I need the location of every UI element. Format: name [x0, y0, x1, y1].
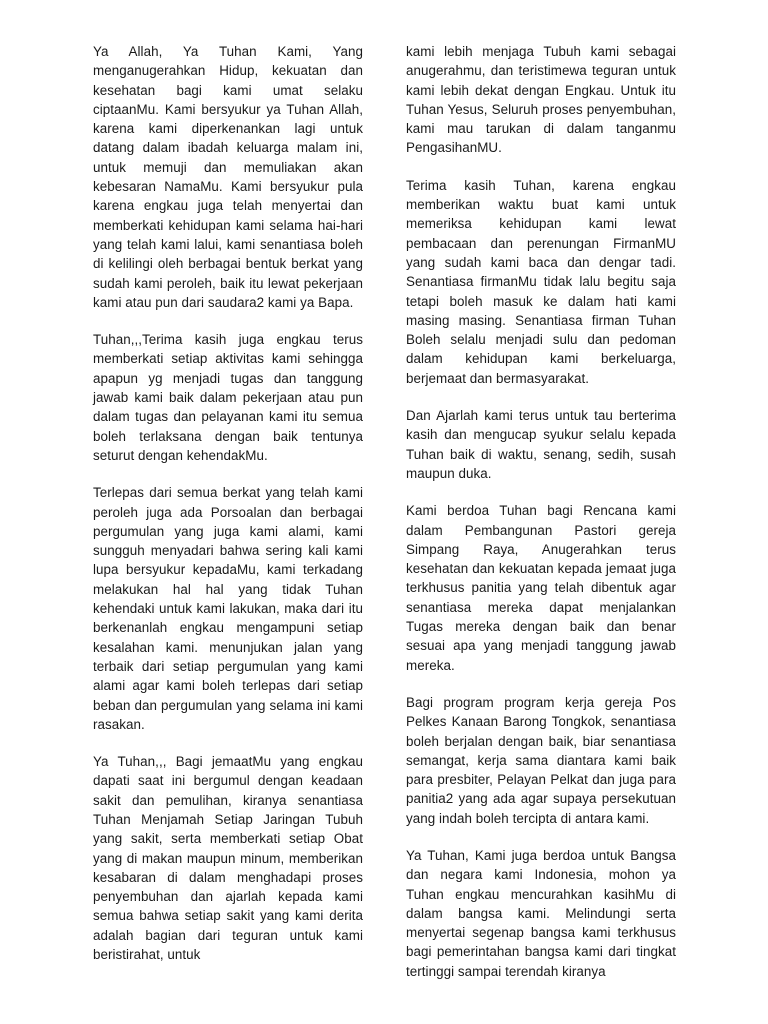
paragraph: Ya Tuhan,,, Bagi jemaatMu yang engkau dapati saat ini bergumul dengan keadaan sakit dan pemulihan, kiranya senantiasa Tuhan Menjamah Setiap Jaringan Tubuh yang sakit, serta memberkati setiap Obat yang di makan maupun minum, memberikan kesabaran di dalam menghadapi proses penyembuhan dan ajarlah kepada kami semua bahwa setiap sakit yang kami derita adalah bagian dari teguran untuk kami beristirahat, untuk	[93, 754, 363, 963]
paragraph: Ya Tuhan, Kami juga berdoa untuk Bangsa dan negara kami Indonesia, mohon ya Tuhan engkau mencurahkan kasihMu di dalam bangsa kami. Melindungi serta menyertai segenap bangsa kami terkhusus bagi pemerintahan bangsa kami dari tingkat tertinggi sampai terendah kiranya	[406, 847, 676, 979]
left-column	[93, 42, 363, 982]
paragraph: Tuhan,,,Terima kasih juga engkau terus memberkati setiap aktivitas kami sehingga apapun yg menjadi tugas dan tanggung jawab kami baik dalam pekerjaan atau pun dalam tugas dan pelayanan kami itu semua boleh terlaksana dengan baik tentunya seturut dengan kehendakMu.	[93, 332, 363, 463]
paragraph: Kami berdoa Tuhan bagi Rencana kami dalam Pembangunan Pastori gereja Simpang Raya, Anugerahkan terus kesehatan dan kekuatan kepada jemaat juga terkhusus panitia yang telah dibentuk agar senantiasa mereka dapat menjalankan Tugas mereka dengan baik dan benar sesuai apa yang menjadi tanggung jawab mereka.	[406, 503, 676, 673]
paragraph: Dan Ajarlah kami terus untuk tau berterima kasih dan mengucap syukur selalu kepada Tuhan baik di waktu, senang, sedih, susah maupun duka.	[406, 408, 676, 481]
paragraph: Terlepas dari semua berkat yang telah kami peroleh juga ada Porsoalan dan berbagai pergumulan yang juga kami alami, kami sungguh menyadari bahwa sering kali kami lupa bersyukur kepadaMu, kami terkadang melakukan hal hal yang tidak Tuhan kehendaki untuk kami lakukan, maka dari itu berkenanlah engkau mengampuni setiap kesalahan kami. menunjukan jalan yang terbaik dari setiap pergumulan yang kami alami agar kami boleh terlepas dari setiap beban dan pergumulan yang selama ini kami rasakan.	[93, 485, 363, 732]
paragraph: Terima kasih Tuhan, karena engkau memberikan waktu buat kami untuk memeriksa kehidupan kami lewat pembacaan dan perenungan FirmanMU yang sudah kami baca dan dengar tadi. Senantiasa firmanMu tidak lalu begitu saja tetapi boleh masuk ke dalam hati kami masing masing. Senantiasa firman Tuhan Boleh selalu menjadi sulu dan pedoman dalam kehidupan kami berkeluarga, berjemaat dan bermasyarakat.	[406, 177, 676, 386]
right-column	[406, 42, 676, 999]
paragraph: Ya Allah, Ya Tuhan Kami, Yang menganugerahkan Hidup, kekuatan dan kesehatan bagi kami umat selaku ciptaanMu. Kami bersyukur ya Tuhan Allah, karena kami diperkenankan lagi untuk datang dalam ibadah keluarga malam ini, untuk memuji dan memuliakan akan kebesaran NamaMu. Kami bersyukur pula karena engkau juga telah menyertai dan memberkati kehidupan kami selama hai-hari yang telah kami lalui, kami senantiasa boleh di kelilingi oleh berbagai bentuk berkat yang sudah kami peroleh, baik itu lewat pekerjaan kami atau pun dari saudara2 kami ya Bapa.	[93, 44, 363, 310]
paragraph: kami lebih menjaga Tubuh kami sebagai anugerahmu, dan teristimewa teguran untuk kami lebih dekat dengan Engkau. Untuk itu Tuhan Yesus, Seluruh proses penyembuhan, kami mau tarukan di dalam tanganmu PengasihanMU.	[406, 44, 676, 156]
paragraph: Bagi program program kerja gereja Pos Pelkes Kanaan Barong Tongkok, senantiasa boleh berjalan dengan baik, biar senantiasa semangat, kerja sama diantara kami baik para presbiter, Pelayan Pelkat dan juga para panitia2 yang ada agar supaya persekutuan yang indah boleh tercipta di antara kami.	[406, 694, 676, 826]
